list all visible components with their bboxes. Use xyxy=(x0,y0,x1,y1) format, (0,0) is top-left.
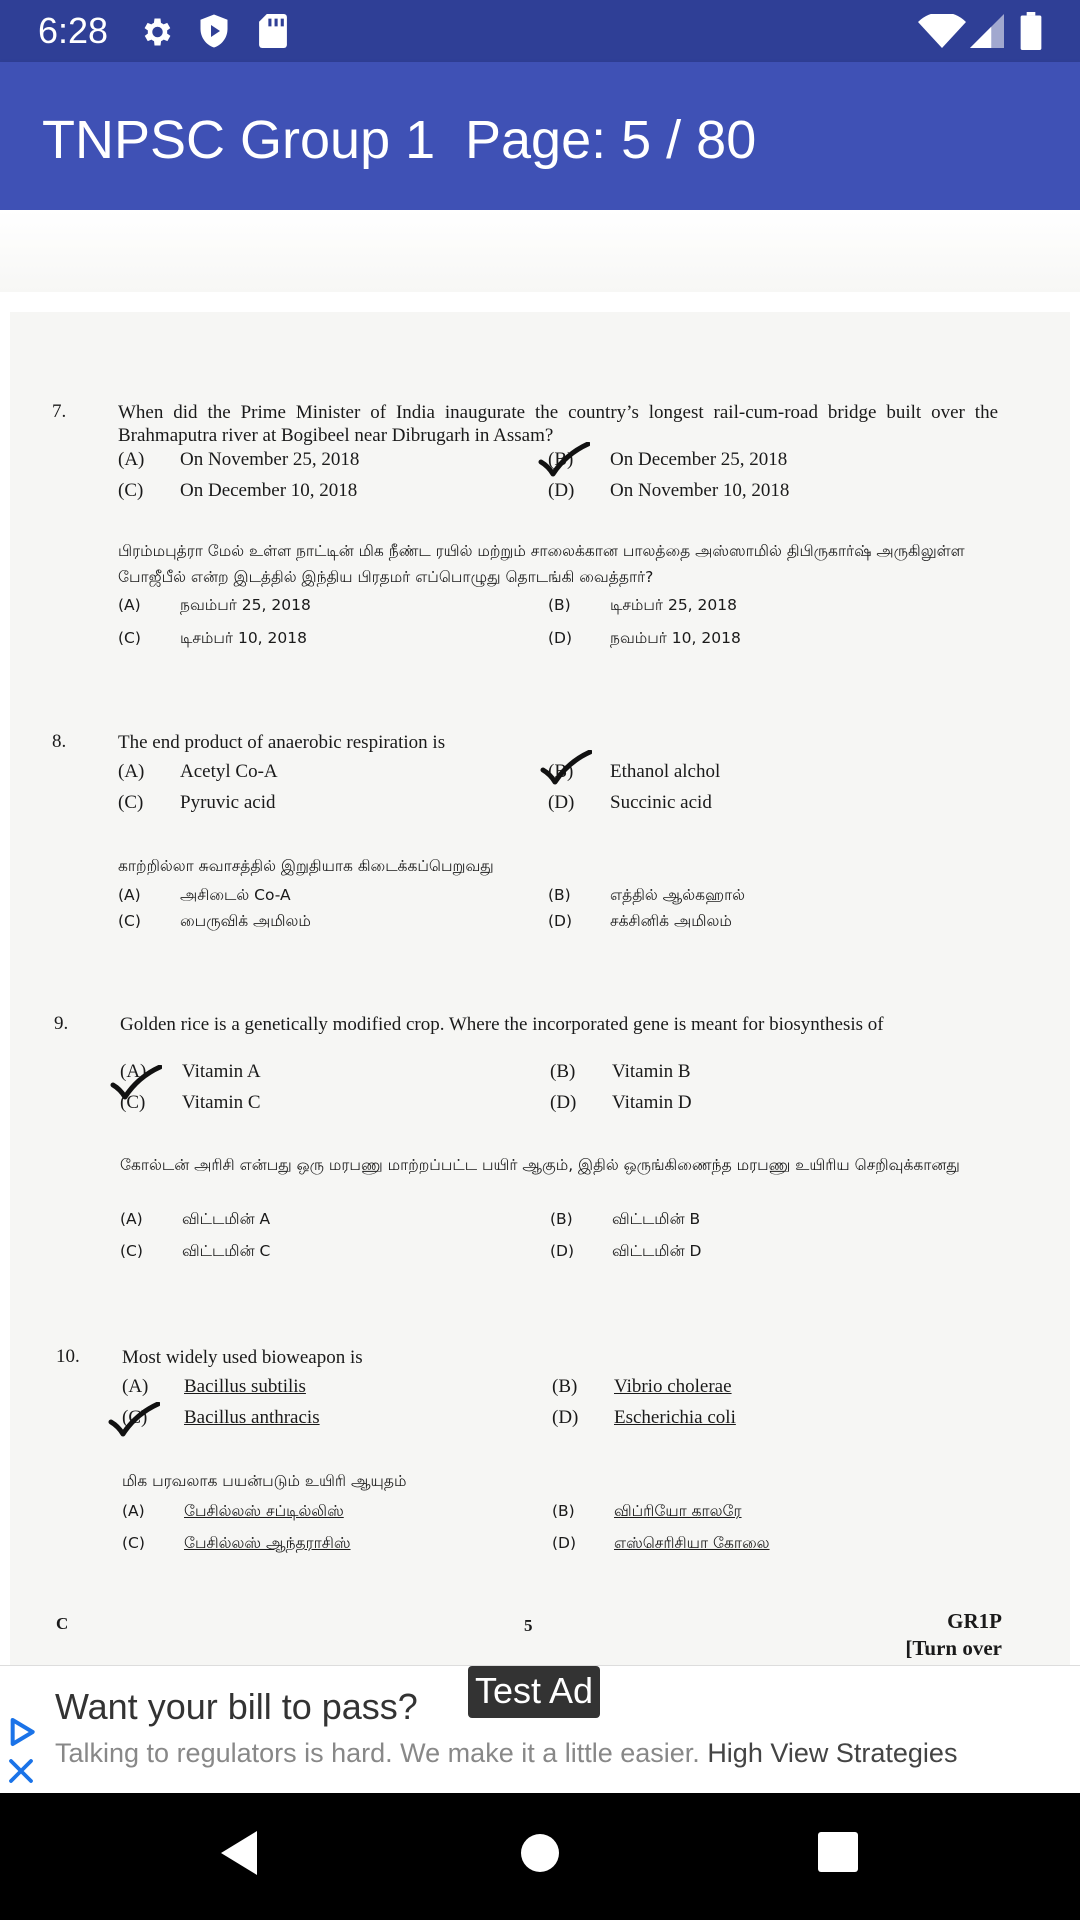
back-icon[interactable] xyxy=(215,1827,265,1879)
question-number: 8. xyxy=(52,731,67,752)
pdf-page xyxy=(10,312,1070,1665)
page-indicator: Page: 5 / 80 xyxy=(465,110,757,170)
question-number: 9. xyxy=(54,1013,69,1034)
tamil-option-d: (D) விட்டமின் D xyxy=(550,1242,702,1260)
status-time: 6:28 xyxy=(38,10,109,51)
exam-code: GR1P xyxy=(947,1609,1002,1633)
ad-headline[interactable]: Want your bill to pass? xyxy=(55,1686,418,1727)
checkmark-icon xyxy=(538,442,590,478)
option-b: (B) On December 25, 2018 xyxy=(548,449,788,470)
tamil-option-b: (B) விட்டமின் B xyxy=(550,1210,701,1228)
option-a: (A) Bacillus subtilis xyxy=(122,1376,306,1397)
tamil-option-b: (B) விப்ரியோ காலரே xyxy=(552,1502,742,1520)
status-bar xyxy=(0,0,1080,62)
tamil-option-a: (A) பேசில்லஸ் சப்டில்லிஸ் xyxy=(122,1502,344,1520)
navigation-bar xyxy=(0,1793,1080,1920)
shield-icon xyxy=(198,13,230,49)
battery-icon xyxy=(1020,12,1042,50)
option-c: (C) Pyruvic acid xyxy=(118,792,276,813)
question-text: Golden rice is a genetically modified crop. Where the incorporated gene is meant for biosynthesis of xyxy=(120,1014,884,1035)
option-c: (C) Vitamin C xyxy=(120,1092,261,1113)
pdf-viewer[interactable] xyxy=(0,210,1080,1665)
checkmark-icon xyxy=(108,1402,160,1438)
tamil-option-d: (D) நவம்பர் 10, 2018 xyxy=(548,629,741,647)
question-text-tamil: காற்றில்லா சுவாசத்தில் இறுதியாக கிடைக்கப்பெறுவது xyxy=(118,857,494,875)
tamil-option-a: (A) நவம்பர் 25, 2018 xyxy=(118,596,311,614)
question-number: 10. xyxy=(56,1346,80,1367)
option-a: (A) Acetyl Co-A xyxy=(118,761,278,782)
question-text-tamil: பிரம்மபுத்ரா மேல் உள்ள நாட்டின் மிக நீண்ட ரயில் மற்றும் சாலைக்கான பாலத்தை அஸ்ஸாமில் திபிருகார்ஷ் அருகிலுள்ள போஜீபீல் என்ற இடத்தில் இந்திய பிரதமர் எப்பொழுது தொடங்கி வைத்தார்? xyxy=(118,542,965,586)
ad-advertiser[interactable]: High View Strategies xyxy=(707,1738,958,1768)
close-icon[interactable] xyxy=(6,1756,36,1786)
tamil-option-b: (B) டிசம்பர் 25, 2018 xyxy=(548,596,737,614)
option-b: (B) Ethanol alchol xyxy=(548,761,721,782)
wifi-icon xyxy=(918,14,966,48)
option-c: (C) Bacillus anthracis xyxy=(122,1407,320,1428)
page-footer-number: 5 xyxy=(524,1616,533,1635)
signal-icon xyxy=(970,14,1004,48)
question-text-tamil: மிக பரவலாக பயன்படும் உயிரி ஆயுதம் xyxy=(122,1472,407,1490)
tamil-option-d: (D) எஸ்செரிசியா கோலை xyxy=(552,1534,770,1552)
option-a: (A) Vitamin A xyxy=(120,1061,261,1082)
tamil-option-b: (B) எத்தில் ஆல்கஹால் xyxy=(548,886,746,904)
question-number: 7. xyxy=(52,401,67,422)
tamil-option-d: (D) சக்சினிக் அமிலம் xyxy=(548,912,732,930)
tamil-option-c: (C) விட்டமின் C xyxy=(120,1242,271,1260)
option-d: (D) On November 10, 2018 xyxy=(548,480,790,501)
question-text-tamil: கோல்டன் அரிசி என்பது ஒரு மரபணு மாற்றப்பட்ட பயிர் ஆகும், இதில் ஒருங்கிணைந்த மரபணு உயிரிய செறிவுக்கானது xyxy=(120,1156,960,1174)
page-footer-code xyxy=(820,1608,1002,1662)
checkmark-icon xyxy=(540,750,592,786)
tamil-option-c: (C) பேசில்லஸ் ஆந்தராசிஸ் xyxy=(122,1534,351,1552)
option-d: (D) Vitamin D xyxy=(550,1092,692,1113)
checkmark-icon xyxy=(110,1065,162,1101)
adchoices-icon[interactable] xyxy=(6,1716,38,1748)
option-a: (A) On November 25, 2018 xyxy=(118,449,360,470)
option-b: (B) Vibrio cholerae xyxy=(552,1376,732,1397)
option-c: (C) On December 10, 2018 xyxy=(118,480,358,501)
question-text: Most widely used bioweapon is xyxy=(122,1347,363,1368)
app-bar xyxy=(0,62,1080,210)
sd-card-icon xyxy=(258,14,288,48)
page-top-margin xyxy=(0,210,1080,292)
ad-body[interactable]: Talking to regulators is hard. We make it a little easier. High View Strategies xyxy=(55,1738,958,1768)
home-icon[interactable] xyxy=(518,1831,562,1875)
question-text: The end product of anaerobic respiration is xyxy=(118,732,446,753)
tamil-option-c: (C) பைருவிக் அமிலம் xyxy=(118,912,311,930)
option-b: (B) Vitamin B xyxy=(550,1061,691,1082)
page-footer-mark: C xyxy=(56,1614,69,1633)
option-d: (D) Succinic acid xyxy=(548,792,712,813)
banner-ad[interactable] xyxy=(0,1665,1080,1793)
test-ad-badge: Test Ad xyxy=(468,1666,600,1718)
app-title: TNPSC Group 1 xyxy=(42,110,436,170)
recents-icon[interactable] xyxy=(816,1830,860,1874)
settings-icon xyxy=(138,14,174,50)
tamil-option-a: (A) அசிடைல் Co-A xyxy=(118,886,291,904)
tamil-option-a: (A) விட்டமின் A xyxy=(120,1210,271,1228)
question-text: When did the Prime Minister of India inaugurate the country’s longest rail-cum-road bridge built over the Brahmaputra river at Bogibeel near Dibrugarh in Assam? xyxy=(118,402,998,446)
option-d: (D) Escherichia coli xyxy=(552,1407,736,1428)
tamil-option-c: (C) டிசம்பர் 10, 2018 xyxy=(118,629,307,647)
turn-over-note: [Turn over xyxy=(905,1636,1002,1660)
